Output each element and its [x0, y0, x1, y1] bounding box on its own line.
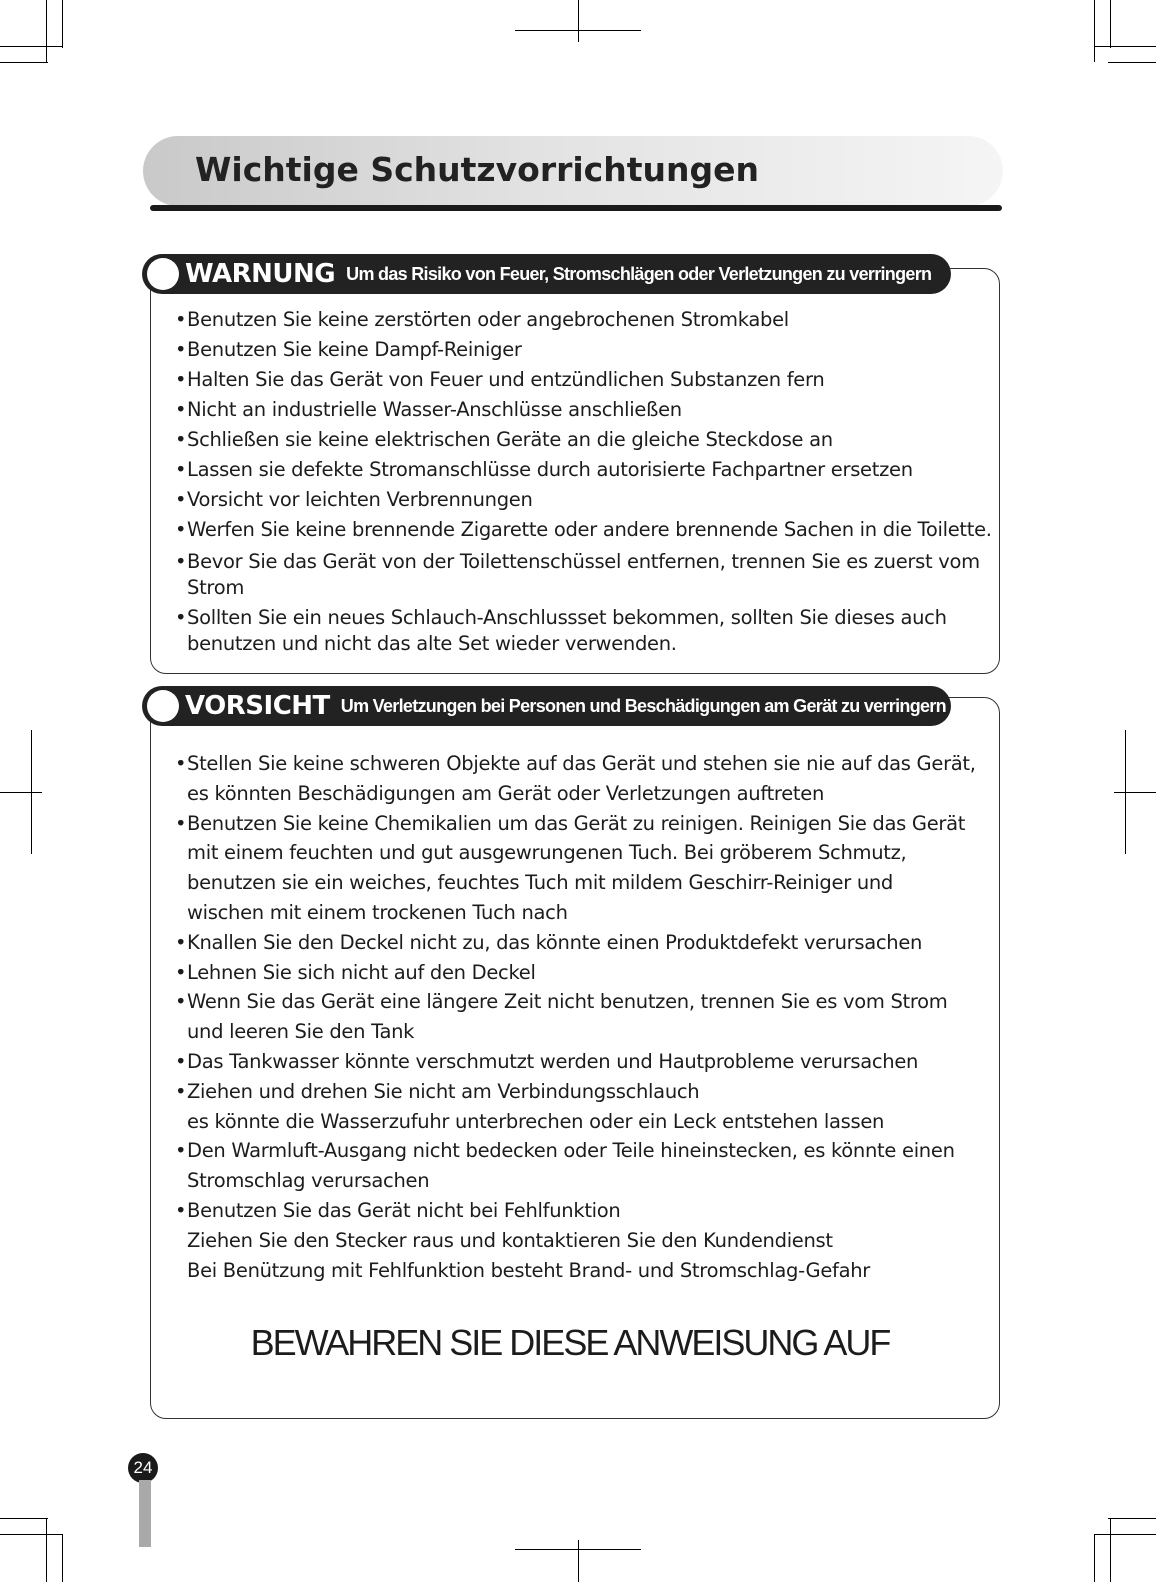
warning-label: WARNUNG: [185, 259, 336, 289]
crop-mark: [0, 46, 62, 47]
list-item: [176, 487, 992, 513]
list-item-continuation: es könnte die Wasserzufuhr unterbrechen oder ein Leck entstehen lassen: [187, 1109, 885, 1133]
crop-mark: [0, 792, 42, 793]
list-item-continuation: es könnten Beschädigungen am Gerät oder Verletzungen auftreten: [187, 781, 825, 805]
crop-mark: [1110, 0, 1111, 48]
list-item-text: • Werfen Sie keine brennende Zigarette oder andere brennende Sachen in die Toilette.: [187, 518, 992, 541]
list-item: [176, 549, 992, 601]
list-item-text: • Lehnen Sie sich nicht auf den Deckel: [187, 960, 536, 984]
list-item: [176, 605, 992, 657]
list-item-text: • Das Tankwasser könnte verschmutzt werden und Hautprobleme verursachen: [187, 1049, 919, 1073]
list-item-text: • Vorsicht vor leichten Verbrennungen: [187, 488, 533, 511]
list-item: [176, 367, 992, 393]
list-item-continuation: Strom: [187, 576, 245, 599]
crop-mark: [1110, 1518, 1111, 1582]
list-item-continuation: benutzen und nicht das alte Set wieder verwenden.: [187, 632, 677, 655]
warning-banner: [142, 254, 951, 294]
list-item-text: • Bevor Sie das Gerät von der Toilettenschüssel entfernen, trennen Sie es zuerst vom: [187, 550, 980, 573]
list-item: [176, 337, 992, 363]
list-item-text: • Benutzen Sie keine Chemikalien um das Gerät zu reinigen. Reinigen Sie das Gerät: [187, 811, 966, 835]
list-item-continuation: mit einem feuchten und gut ausgewrungenen Tuch. Bei gröberem Schmutz,: [187, 841, 907, 865]
list-item-text: • Schließen sie keine elektrischen Geräte an die gleiche Steckdose an: [187, 428, 833, 451]
page-number: 24: [128, 1453, 158, 1483]
caution-circle-icon: [147, 690, 179, 722]
list-item-continuation: benutzen sie ein weiches, feuchtes Tuch mit mildem Geschirr-Reiniger und: [187, 871, 894, 895]
page-number-bar: [139, 1480, 151, 1547]
crop-mark: [1108, 62, 1156, 63]
list-item: [176, 1077, 976, 1137]
list-item: [176, 987, 976, 1047]
title-underline: [150, 205, 1002, 211]
keep-instructions-note: BEWAHREN SIE DIESE ANWEISUNG AUF: [250, 1322, 890, 1363]
warning-subtitle: Um das Risiko von Feuer, Stromschlägen oder Verletzungen zu verringern: [346, 263, 932, 284]
warning-circle-icon: [147, 258, 179, 290]
crop-mark: [46, 0, 47, 62]
list-item-text: • Halten Sie das Gerät von Feuer und entzündlichen Substanzen fern: [187, 368, 825, 391]
list-item-continuation: Ziehen Sie den Stecker raus und kontaktieren Sie den Kundendienst: [187, 1228, 833, 1252]
list-item: [176, 928, 976, 958]
list-item-continuation: und leeren Sie den Tank: [187, 1020, 415, 1044]
list-item-continuation: Bei Benützung mit Fehlfunktion besteht Brand- und Stromschlag-Gefahr: [187, 1258, 871, 1282]
list-item: [176, 958, 976, 988]
list-item: [176, 427, 992, 453]
list-item: [176, 749, 976, 809]
list-item-text: • Nicht an industrielle Wasser-Anschlüsse anschließen: [187, 398, 682, 421]
list-item-text: • Sollten Sie ein neues Schlauch-Anschlussset bekommen, sollten Sie dieses auch: [187, 606, 947, 629]
list-item: [176, 517, 992, 543]
crop-mark: [1114, 792, 1156, 793]
list-item: [176, 1196, 976, 1285]
caution-label: VORSICHT: [185, 691, 330, 721]
list-item: [176, 397, 992, 423]
warning-list: [176, 307, 992, 661]
caution-subtitle: Um Verletzungen bei Personen und Beschädigungen am Gerät zu verringern: [340, 695, 946, 716]
crop-mark: [1108, 1518, 1156, 1519]
list-item-text: • Ziehen und drehen Sie nicht am Verbindungsschlauch: [187, 1079, 700, 1103]
crop-mark: [1094, 1534, 1156, 1535]
crop-mark: [578, 1540, 579, 1582]
list-item-continuation: Stromschlag verursachen: [187, 1169, 430, 1193]
caution-banner: [142, 686, 951, 726]
list-item: [176, 809, 976, 928]
list-item-text: • Stellen Sie keine schweren Objekte auf das Gerät und stehen sie nie auf das Gerät,: [187, 752, 976, 775]
caution-list: [176, 749, 976, 1285]
crop-mark: [62, 0, 63, 48]
page-title: Wichtige Schutzvorrichtungen: [195, 150, 759, 189]
list-item-text: • Knallen Sie den Deckel nicht zu, das könnte einen Produktdefekt verursachen: [187, 930, 923, 954]
list-item-text: • Benutzen Sie das Gerät nicht bei Fehlfunktion: [187, 1198, 621, 1222]
list-item-text: • Wenn Sie das Gerät eine längere Zeit nicht benutzen, trennen Sie es vom Strom: [187, 990, 948, 1014]
list-item-text: • Benutzen Sie keine zerstörten oder angebrochenen Stromkabel: [187, 308, 789, 331]
crop-mark: [1094, 1534, 1095, 1582]
list-item: [176, 1136, 976, 1196]
crop-mark: [46, 1518, 47, 1582]
list-item: [176, 1047, 976, 1077]
crop-mark: [1094, 46, 1156, 47]
crop-mark: [1094, 0, 1095, 62]
list-item-continuation: wischen mit einem trockenen Tuch nach: [187, 900, 568, 924]
list-item: [176, 307, 992, 333]
list-item-text: • Den Warmluft-Ausgang nicht bedecken oder Teile hineinstecken, es könnte einen: [187, 1139, 955, 1163]
crop-mark: [62, 1534, 63, 1582]
list-item-text: • Lassen sie defekte Stromanschlüsse durch autorisierte Fachpartner ersetzen: [187, 458, 913, 481]
list-item: [176, 457, 992, 483]
crop-mark: [0, 1518, 48, 1519]
crop-mark: [0, 62, 48, 63]
list-item-text: • Benutzen Sie keine Dampf-Reiniger: [187, 338, 522, 361]
crop-mark: [578, 0, 579, 42]
crop-mark: [0, 1534, 62, 1535]
